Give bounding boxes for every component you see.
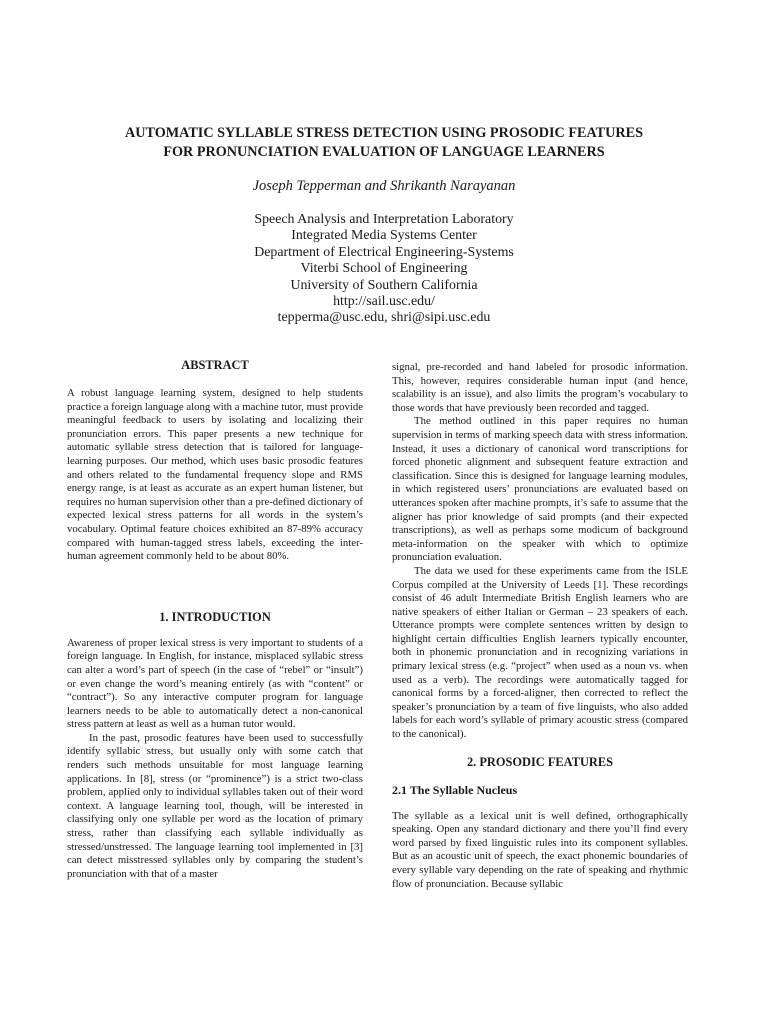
affiliation-university: University of Southern California [290, 277, 478, 293]
left-column [67, 357, 363, 881]
abstract-heading: ABSTRACT [181, 358, 249, 372]
syllable-nucleus-heading: 2.1 The Syllable Nucleus [392, 782, 518, 797]
affiliation-url: http://sail.usc.edu/ [333, 294, 435, 310]
introduction-heading: 1. INTRODUCTION [159, 609, 271, 624]
right-paragraph-1: signal, pre-recorded and hand labeled for prosodic information. This, however, requires considerable human input (and hence, scalability is an issue), and also limits the program’s vocabulary to those words that have previously been recorded and tagged. [392, 361, 688, 414]
affiliation-department: Department of Electrical Engineering-Systems [254, 244, 514, 260]
title-line-1: AUTOMATIC SYLLABLE STRESS DETECTION USING PROSODIC FEATURES [125, 125, 643, 141]
introduction-paragraph-1: Awareness of proper lexical stress is very important to students of a foreign language. In English, for instance, misplaced syllabic stress can alter a word’s part of speech (in the case of “rebel” or “insult”) or even change the word’s meaning entirely (as with “content” or “contract”). So any interactive computer program for language learners needs to be able to automatically detect a non-canonical stress pattern at least as well as a human tutor would. [67, 636, 363, 731]
affiliation-emails: tepperma@usc.edu, shri@sipi.usc.edu [277, 310, 491, 326]
title-line-2: FOR PRONUNCIATION EVALUATION OF LANGUAGE LEARNERS [163, 144, 605, 160]
abstract-text: A robust language learning system, designed to help students practice a foreign language along with a machine tutor, must provide meaningful feedback to users by isolating and localizing their pronunciation errors. This paper presents a new technique for automatic syllable stress detection that is tailored for language-learning purposes. Our method, which uses basic prosodic features and others related to the fundamental frequency slope and RMS energy range, is at least as accurate as an expert human listener, but requires no human supervision other than a pre-defined dictionary of expected lexical stress patterns for all words in the system’s vocabulary. Optimal feature choices exhibited an 87-89% accuracy compared with human-tagged stress labels, exceeding the inter-human agreement commonly held to be about 80%. [67, 387, 363, 563]
right-paragraph-2: The method outlined in this paper requires no human supervision in terms of marking speech data with stress information. Instead, it uses a dictionary of canonical word transcriptions for forced phonetic alignment and subsequent feature extraction and classification. Since this is designed for language learning modules, in which registered users’ pronunciations are evaluated based on utterances spoken after machine prompts, it’s safe to assume that the aligner has prior knowledge of said prompts (and their expected transcriptions), as well as perhaps some modicum of background meta-information on the speaker with which to optimize pronunciation evaluation. [392, 415, 688, 564]
paper-title [60, 124, 708, 162]
affiliation-center: Integrated Media Systems Center [291, 228, 477, 244]
affiliation-block [60, 212, 708, 327]
introduction-paragraph-2: In the past, prosodic features have been used to successfully identify syllabic stress, but usually only with some catch that renders such methods unsuitable for most language learning applications. In [8], stress (or “prominence”) is a strict two-class problem, applied only to individual syllables taken out of their word context. A language learning tool, though, will be interested in classifying only one syllable per word as the location of primary stress, rather than classifying each syllable individually as stressed/unstressed. The language learning tool implemented in [3] can detect misstressed syllables only by comparing the student’s pronunciation with that of a master [67, 731, 363, 880]
author-names: Joseph Tepperman and Shrikanth Narayanan [252, 178, 516, 194]
affiliation-lab: Speech Analysis and Interpretation Laboratory [254, 212, 514, 227]
syllable-nucleus-paragraph: The syllable as a lexical unit is well defined, orthographically speaking. Open any standard dictionary and there you’ll find every word parsed by fixed linguistic rules into its component syllables. But as an acoustic unit of speech, the exact phonemic boundaries of every syllable vary depending on the rate of speaking and rhythmic flow of pronunciation. Because syllabic [392, 809, 688, 890]
right-paragraph-3: The data we used for these experiments came from the ISLE Corpus compiled at the University of Leeds [1]. These recordings consist of 46 adult Intermediate British English learners who are native speakers of either Italian or German – 23 speakers of each. Utterance prompts were complete sentences written by design to highlight certain difficulties English learners typically encounter, both in phonemic pronunciation and in recognizing variations in primary lexical stress (e.g. “project” when used as a noun vs. when used as a verb). The recordings were automatically tagged for canonical forms by a forced-aligner, then corrected to reflect the speaker’s pronunciation by a team of five linguists, who also added labels for each word’s syllable of primary acoustic stress (compared to the canonical). [392, 564, 688, 741]
affiliation-school: Viterbi School of Engineering [300, 261, 468, 277]
prosodic-features-heading: 2. PROSODIC FEATURES [466, 754, 614, 769]
right-column [392, 361, 688, 891]
